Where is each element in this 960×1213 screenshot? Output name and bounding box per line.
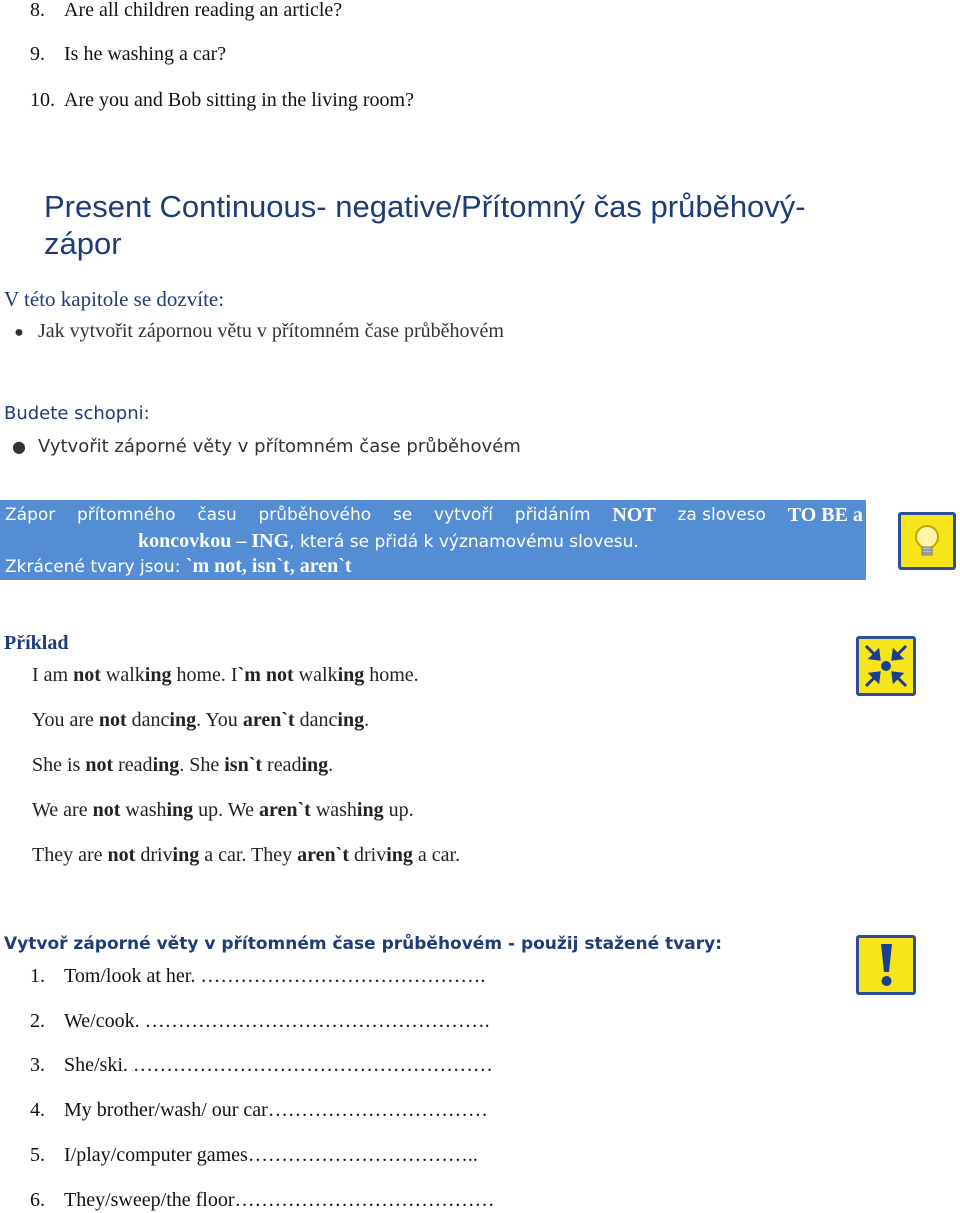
example-text: driv (348, 844, 387, 866)
question-text: Are all children reading an article? (64, 0, 343, 21)
example-emphasis: ing (386, 844, 413, 866)
rule-word: času (197, 505, 237, 525)
rule-word: vytvoří (434, 505, 494, 525)
task-text: Tom/look at her. ……………………………………. (64, 965, 486, 987)
example-emphasis: not (73, 664, 101, 686)
example-emphasis: ing (337, 664, 365, 686)
example-line (32, 798, 414, 822)
arrows-inward-icon (856, 636, 916, 696)
task-title: Vytvoř záporné věty v přítomném čase průběhovém - použij stažené tvary: (4, 934, 723, 954)
heading-line-1: Present Continuous- negative/Přítomný čas průběhový- (44, 189, 806, 224)
example-line (32, 708, 369, 732)
example-text: . She (179, 754, 225, 776)
example-text: She is (32, 754, 86, 776)
example-text: danc (294, 709, 338, 731)
heading-line-2: zápor (44, 226, 122, 261)
task-text: We/cook. ……………………………………………. (64, 1010, 490, 1032)
rule-word: za sloveso (677, 505, 766, 525)
rule-text: , která se přidá k významovému slovesu. (289, 532, 639, 552)
example-text: read (262, 754, 302, 776)
example-emphasis: ing (152, 754, 180, 776)
task-item (30, 1098, 488, 1122)
question-number: 8. (30, 0, 45, 21)
example-text: wash (120, 799, 167, 821)
example-text: They are (32, 844, 108, 866)
example-text: a car. They (199, 844, 298, 866)
able-bullet-text: Vytvořit záporné věty v přítomném čase průběhovém (38, 436, 521, 457)
example-text: home. (364, 664, 419, 686)
task-text: She/ski. ……………………………………………… (64, 1054, 493, 1076)
task-text: They/sweep/the floor………………………………… (64, 1189, 495, 1211)
task-number: 4. (30, 1099, 45, 1121)
task-number: 1. (30, 965, 45, 987)
task-item (30, 1188, 495, 1212)
example-text: driv (135, 844, 173, 866)
task-item (30, 1009, 490, 1033)
bullet-icon: ● (12, 437, 26, 456)
rule-line-3 (5, 554, 352, 579)
example-emphasis: aren`t (297, 844, 349, 866)
rule-text: Zkrácené tvary jsou: (5, 557, 186, 577)
bullet-icon: ● (14, 324, 24, 341)
example-text: We are (32, 799, 93, 821)
question-number: 9. (30, 43, 45, 65)
task-number: 3. (30, 1054, 45, 1076)
example-line (32, 843, 460, 867)
exclamation-icon (856, 935, 916, 995)
task-number: 6. (30, 1189, 45, 1211)
question-9 (30, 42, 226, 66)
example-emphasis: aren`t (242, 709, 295, 731)
rule-keyword-ing: koncovkou – ING (138, 530, 290, 552)
example-text: You are (32, 709, 99, 731)
task-item (30, 964, 485, 988)
rule-word: se (392, 505, 413, 525)
task-text: I/play/computer games…………………………….. (64, 1144, 478, 1166)
able-label: Budete schopni: (4, 403, 150, 424)
example-text: up. (383, 799, 414, 821)
rule-keyword-not: NOT (612, 504, 656, 526)
task-item (30, 1053, 493, 1077)
rule-line-2 (138, 529, 639, 554)
example-text: . (328, 754, 334, 776)
rule-box (0, 500, 866, 580)
rule-line-1 (5, 503, 863, 527)
example-emphasis: ing (169, 709, 197, 731)
rule-word: přítomného (77, 505, 176, 525)
example-emphasis: isn`t (224, 754, 263, 776)
section-heading (44, 188, 864, 262)
question-text: Are you and Bob sitting in the living room? (64, 89, 414, 111)
task-number: 5. (30, 1144, 45, 1166)
task-number: 2. (30, 1010, 45, 1032)
rule-word: průběhového (258, 505, 372, 525)
example-emphasis: aren`t (258, 799, 311, 821)
example-text: . (364, 709, 370, 731)
learn-label: V této kapitole se dozvíte: (4, 287, 225, 311)
example-label: Příklad (4, 632, 69, 654)
example-text: I am (32, 664, 74, 686)
example-emphasis: not (92, 799, 121, 821)
example-emphasis: not (85, 754, 114, 776)
example-text: read (113, 754, 153, 776)
rule-keyword-to-be: TO BE a (787, 504, 863, 526)
question-text: Is he washing a car? (64, 43, 227, 65)
learn-bullet-text: Jak vytvořit zápornou větu v přítomném čase průběhovém (38, 320, 504, 342)
question-8 (30, 0, 342, 22)
example-text: up. We (193, 799, 259, 821)
lightbulb-icon (898, 512, 956, 570)
example-emphasis: ing (172, 844, 200, 866)
example-emphasis: not (98, 709, 127, 731)
example-text: danc (126, 709, 170, 731)
example-line (32, 663, 419, 687)
learn-bullet (0, 319, 504, 345)
rule-word: přidáním (514, 505, 591, 525)
rule-short-forms: `m not, isn`t, aren`t (185, 555, 352, 577)
rule-word: Zápor (5, 505, 56, 525)
example-text: walk (293, 664, 338, 686)
example-emphasis: ing (337, 709, 365, 731)
example-text: wash (310, 799, 357, 821)
example-emphasis: ing (144, 664, 172, 686)
able-bullet (0, 435, 521, 459)
example-line (32, 753, 333, 777)
example-text: . You (196, 709, 243, 731)
question-10 (30, 88, 414, 112)
example-text: home. I (171, 664, 238, 686)
example-text: a car. (412, 844, 461, 866)
example-emphasis: `m not (237, 664, 294, 686)
example-emphasis: ing (301, 754, 329, 776)
example-text: walk (100, 664, 145, 686)
example-emphasis: ing (356, 799, 384, 821)
example-emphasis: ing (166, 799, 194, 821)
task-text: My brother/wash/ our car…………………………… (64, 1099, 488, 1121)
question-number: 10. (30, 89, 55, 111)
task-item (30, 1143, 478, 1167)
example-emphasis: not (107, 844, 136, 866)
